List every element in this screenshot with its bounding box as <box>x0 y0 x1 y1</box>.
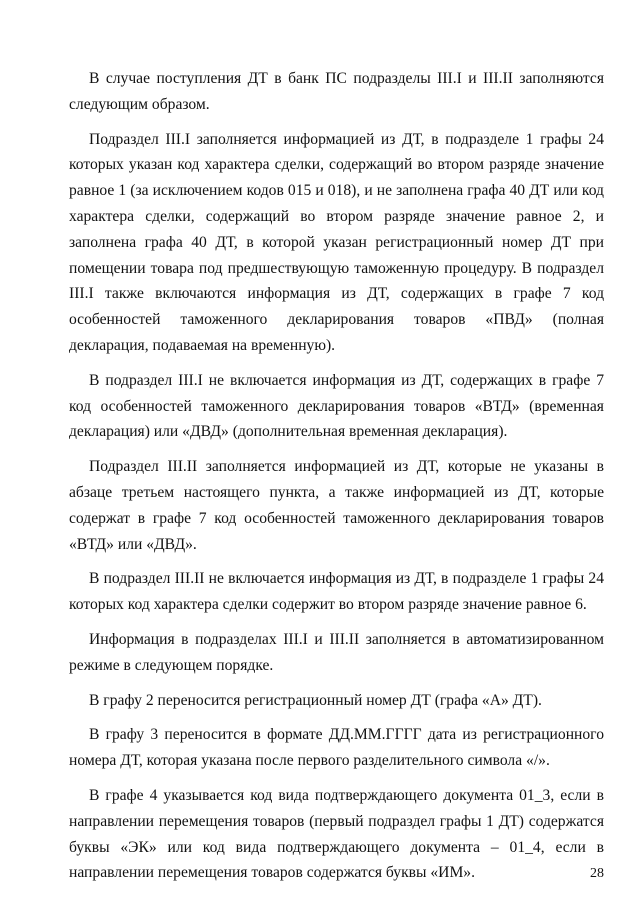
paragraph-3: В подраздел III.I не включается информация из ДТ, содержащих в графе 7 код особенностей таможенного декларирования товаров «ВТД» (временная декларация) или «ДВД» (дополнительная временная декларация). <box>69 371 604 441</box>
paragraph-5: В подраздел III.II не включается информация из ДТ, в подразделе 1 графы 24 которых код характера сделки содержит во втором разряде значение равное 6. <box>69 570 604 614</box>
paragraph-7: В графу 2 переносится регистрационный номер ДТ (графа «А» ДТ). <box>89 691 542 709</box>
paragraph-1: В случае поступления ДТ в банк ПС подразделы III.I и III.II заполняются следующим образом. <box>69 70 604 113</box>
paragraph-9: В графе 4 указывается код вида подтверждающего документа 01_3, если в направлении перемещения товаров (первый подраздел графы 1 ДТ) содержатся буквы «ЭК» или код вида подтверждающего документа – 01_4, если в направлении перемещения товаров содержатся буквы «ИМ». <box>69 786 604 882</box>
page-number: 28 <box>590 866 604 881</box>
document-page <box>69 66 604 895</box>
paragraph-2: Подраздел III.I заполняется информацией из ДТ, в подразделе 1 графы 24 которых указан код характера сделки, содержащий во втором разряде значение равное 1 (за исключением кодов 015 и 018), и не заполнена графа 40 ДТ или код характера сделки, содержащий во втором разряде значение равное 2, и заполнена графа 40 ДТ, в которой указан регистрационный номер ДТ при помещении товара под предшествующую таможенную процедуру. В подраздел III.I также включаются информация из ДТ, содержащих в графе 7 код особенностей таможенного декларирования товаров «ПВД» (полная декларация, подаваемая на временную). <box>69 130 604 354</box>
paragraph-8: В графу 3 переносится в формате ДД.ММ.ГГГГ дата из регистрационного номера ДТ, которая указана после первого разделительного символа «/». <box>69 726 604 770</box>
paragraph-6: Информация в подразделах III.I и III.II заполняется в автоматизированном режиме в следующем порядке. <box>69 630 604 674</box>
paragraph-4: Подраздел III.II заполняется информацией из ДТ, которые не указаны в абзаце третьем настоящего пункта, а также информацией из ДТ, которые содержат в графе 7 код особенностей таможенного декларирования товаров «ВТД» или «ДВД». <box>69 458 604 553</box>
